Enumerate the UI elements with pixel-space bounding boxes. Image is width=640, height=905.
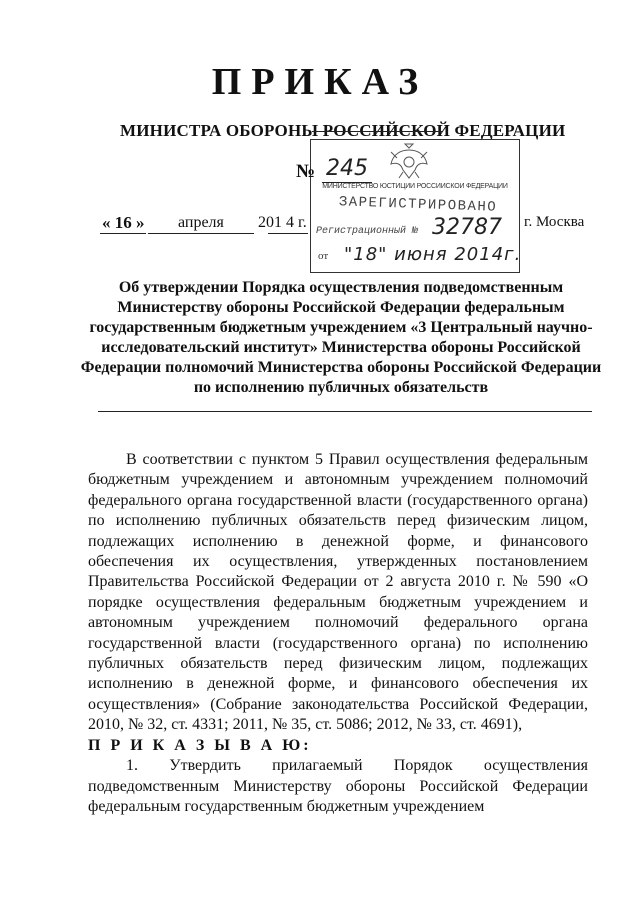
document-title: ПРИКАЗ [211,61,429,103]
city: г. Москва [524,214,585,230]
stamp-of-label: от [318,250,329,262]
date-month-underline [148,233,254,234]
document-body [88,450,588,817]
order-word-line [88,736,588,756]
order-number-underline [322,182,372,183]
stamp-date-value: "18" июня 2014г. [344,244,522,265]
strike-line [312,131,442,132]
heading-rule [98,411,592,412]
item-1: 1. Утвердить прилагаемый Порядок осуществления подведомственным Министерству обороны Российской Федерации федеральным государственным бюджетным учреждением [88,757,588,815]
order-number-value: 245 [326,156,368,181]
order-heading: Об утверждении Порядка осуществления подведомственным Министерству обороны Российской Федерации федеральным государственным бюджетным учреждением «3 Центральный научно-исследовательский институт» Министерства обороны Российской Федерации полномочий Министерства обороны Российской Федерации по исполнению публичных обязательств [80,279,602,396]
coat-of-arms-emblem-icon [385,142,433,182]
stamp-regno-value: 32787 [432,215,502,240]
body-paragraph: В соответствии с пунктом 5 Правил осуществления федеральным бюджетным учреждением и автономным учреждением полномочий федерального органа государственной власти (государственного органа) по исполнению публичных обязательств перед физическим лицом, подлежащих исполнению в денежной форме, и финансового обеспечения их осуществления, утвержденных постановлением Правительства Российской Федерации от 2 августа 2010 г. № 590 «О порядке осуществления федеральным бюджетным учреждением и автономным учреждением полномочий федерального органа государственной власти (государственного органа) по исполнению публичных обязательств перед физическим лицом, подлежащих исполнению в денежной форме, и финансового обеспечения их осуществления» (Собрание законодательства Российской Федерации, 2010, № 32, ст. 4331; 2011, № 35, ст. 5086; 2012, № 33, ст. 4691), [88,451,588,734]
order-number-label: № [296,161,316,182]
document-subtitle: МИНИСТРА ОБОРОНЫ РОССИЙСКОЙ ФЕДЕРАЦИИ [120,121,566,140]
stamp-registered-text: ЗАРЕГИСТРИРОВАНО [338,194,498,216]
date-year: 201 4 г. [258,214,307,231]
date-day: « 16 » [102,213,145,232]
date-year-underline [268,233,308,234]
order-word: П Р И К А З Ы В А Ю: [88,736,312,754]
date-day-underline [100,233,146,234]
stamp-regno-label: Регистрационный № [316,226,419,237]
stamp-ministry-text: МИНИСТЕРСТВО ЮСТИЦИИ РОССИЙСКОЙ ФЕДЕРАЦИИ [322,183,508,190]
date-month: апреля [178,214,224,231]
